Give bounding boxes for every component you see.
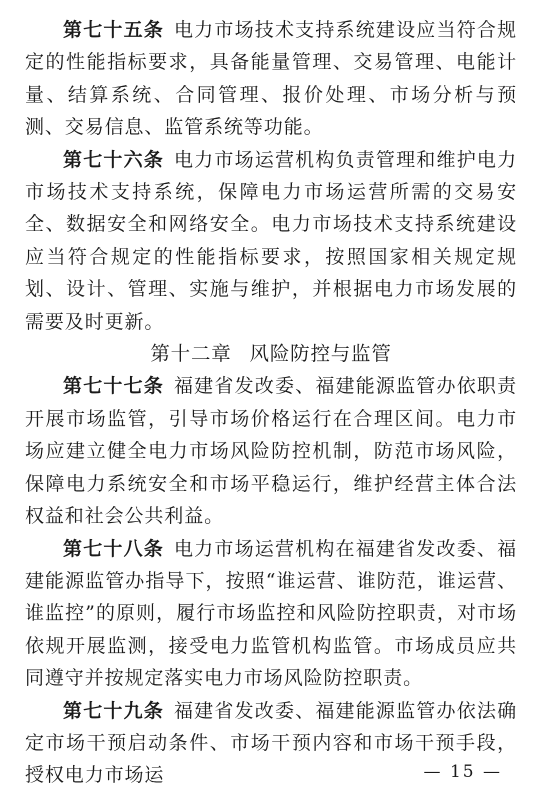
article-77 [25,370,517,532]
article-text: 福建省发改委、福建能源监管办依职责开展市场监管，引导市场价格运行在合理区间。电力市场应建立健全电力市场风险防控机制，防范市场风险，保障电力系统安全和市场平稳运行，维护经营主体合法权益和社会公共利益。 [25,375,517,528]
chapter-number: 第十二章 [150,342,232,366]
article-number: 第七十五条 [63,19,164,41]
page-number: — 15 — [423,762,502,782]
article-number: 第七十九条 [63,699,164,722]
article-75 [25,14,517,144]
article-number: 第七十六条 [63,148,164,171]
article-76 [25,144,517,338]
article-78 [25,533,517,695]
chapter-heading [25,338,517,370]
article-text: 电力市场运营机构负责管理和维护电力市场技术支持系统，保障电力市场运营所需的交易安全、数据安全和网络安全。电力市场技术支持系统建设应当符合规定的性能指标要求，按照国家相关规定规划、设计、管理、实施与维护，并根据电力市场发展的需要及时更新。 [25,148,517,333]
chapter-title: 风险防控与监管 [249,342,392,366]
article-text: 电力市场运营机构在福建省发改委、福建能源监管办指导下，按照“谁运营、谁防范，谁运营、谁监控”的原则，履行市场监控和风险防控职责，对市场依规开展监测，接受电力监管机构监管。市场成员应共同遵守并按规定落实电力市场风险防控职责。 [25,537,517,690]
article-number: 第七十七条 [63,375,164,398]
article-text: 福建省发改委、福建能源监管办依法确定市场干预启动条件、市场干预内容和市场干预手段，授权电力市场运 [25,699,517,787]
article-text: 电力市场技术支持系统建设应当符合规定的性能指标要求，具备能量管理、交易管理、电能计量、结算系统、合同管理、报价处理、市场分析与预测、交易信息、监管系统等功能。 [25,19,517,139]
article-number: 第七十八条 [63,537,164,560]
document-page [25,14,517,792]
